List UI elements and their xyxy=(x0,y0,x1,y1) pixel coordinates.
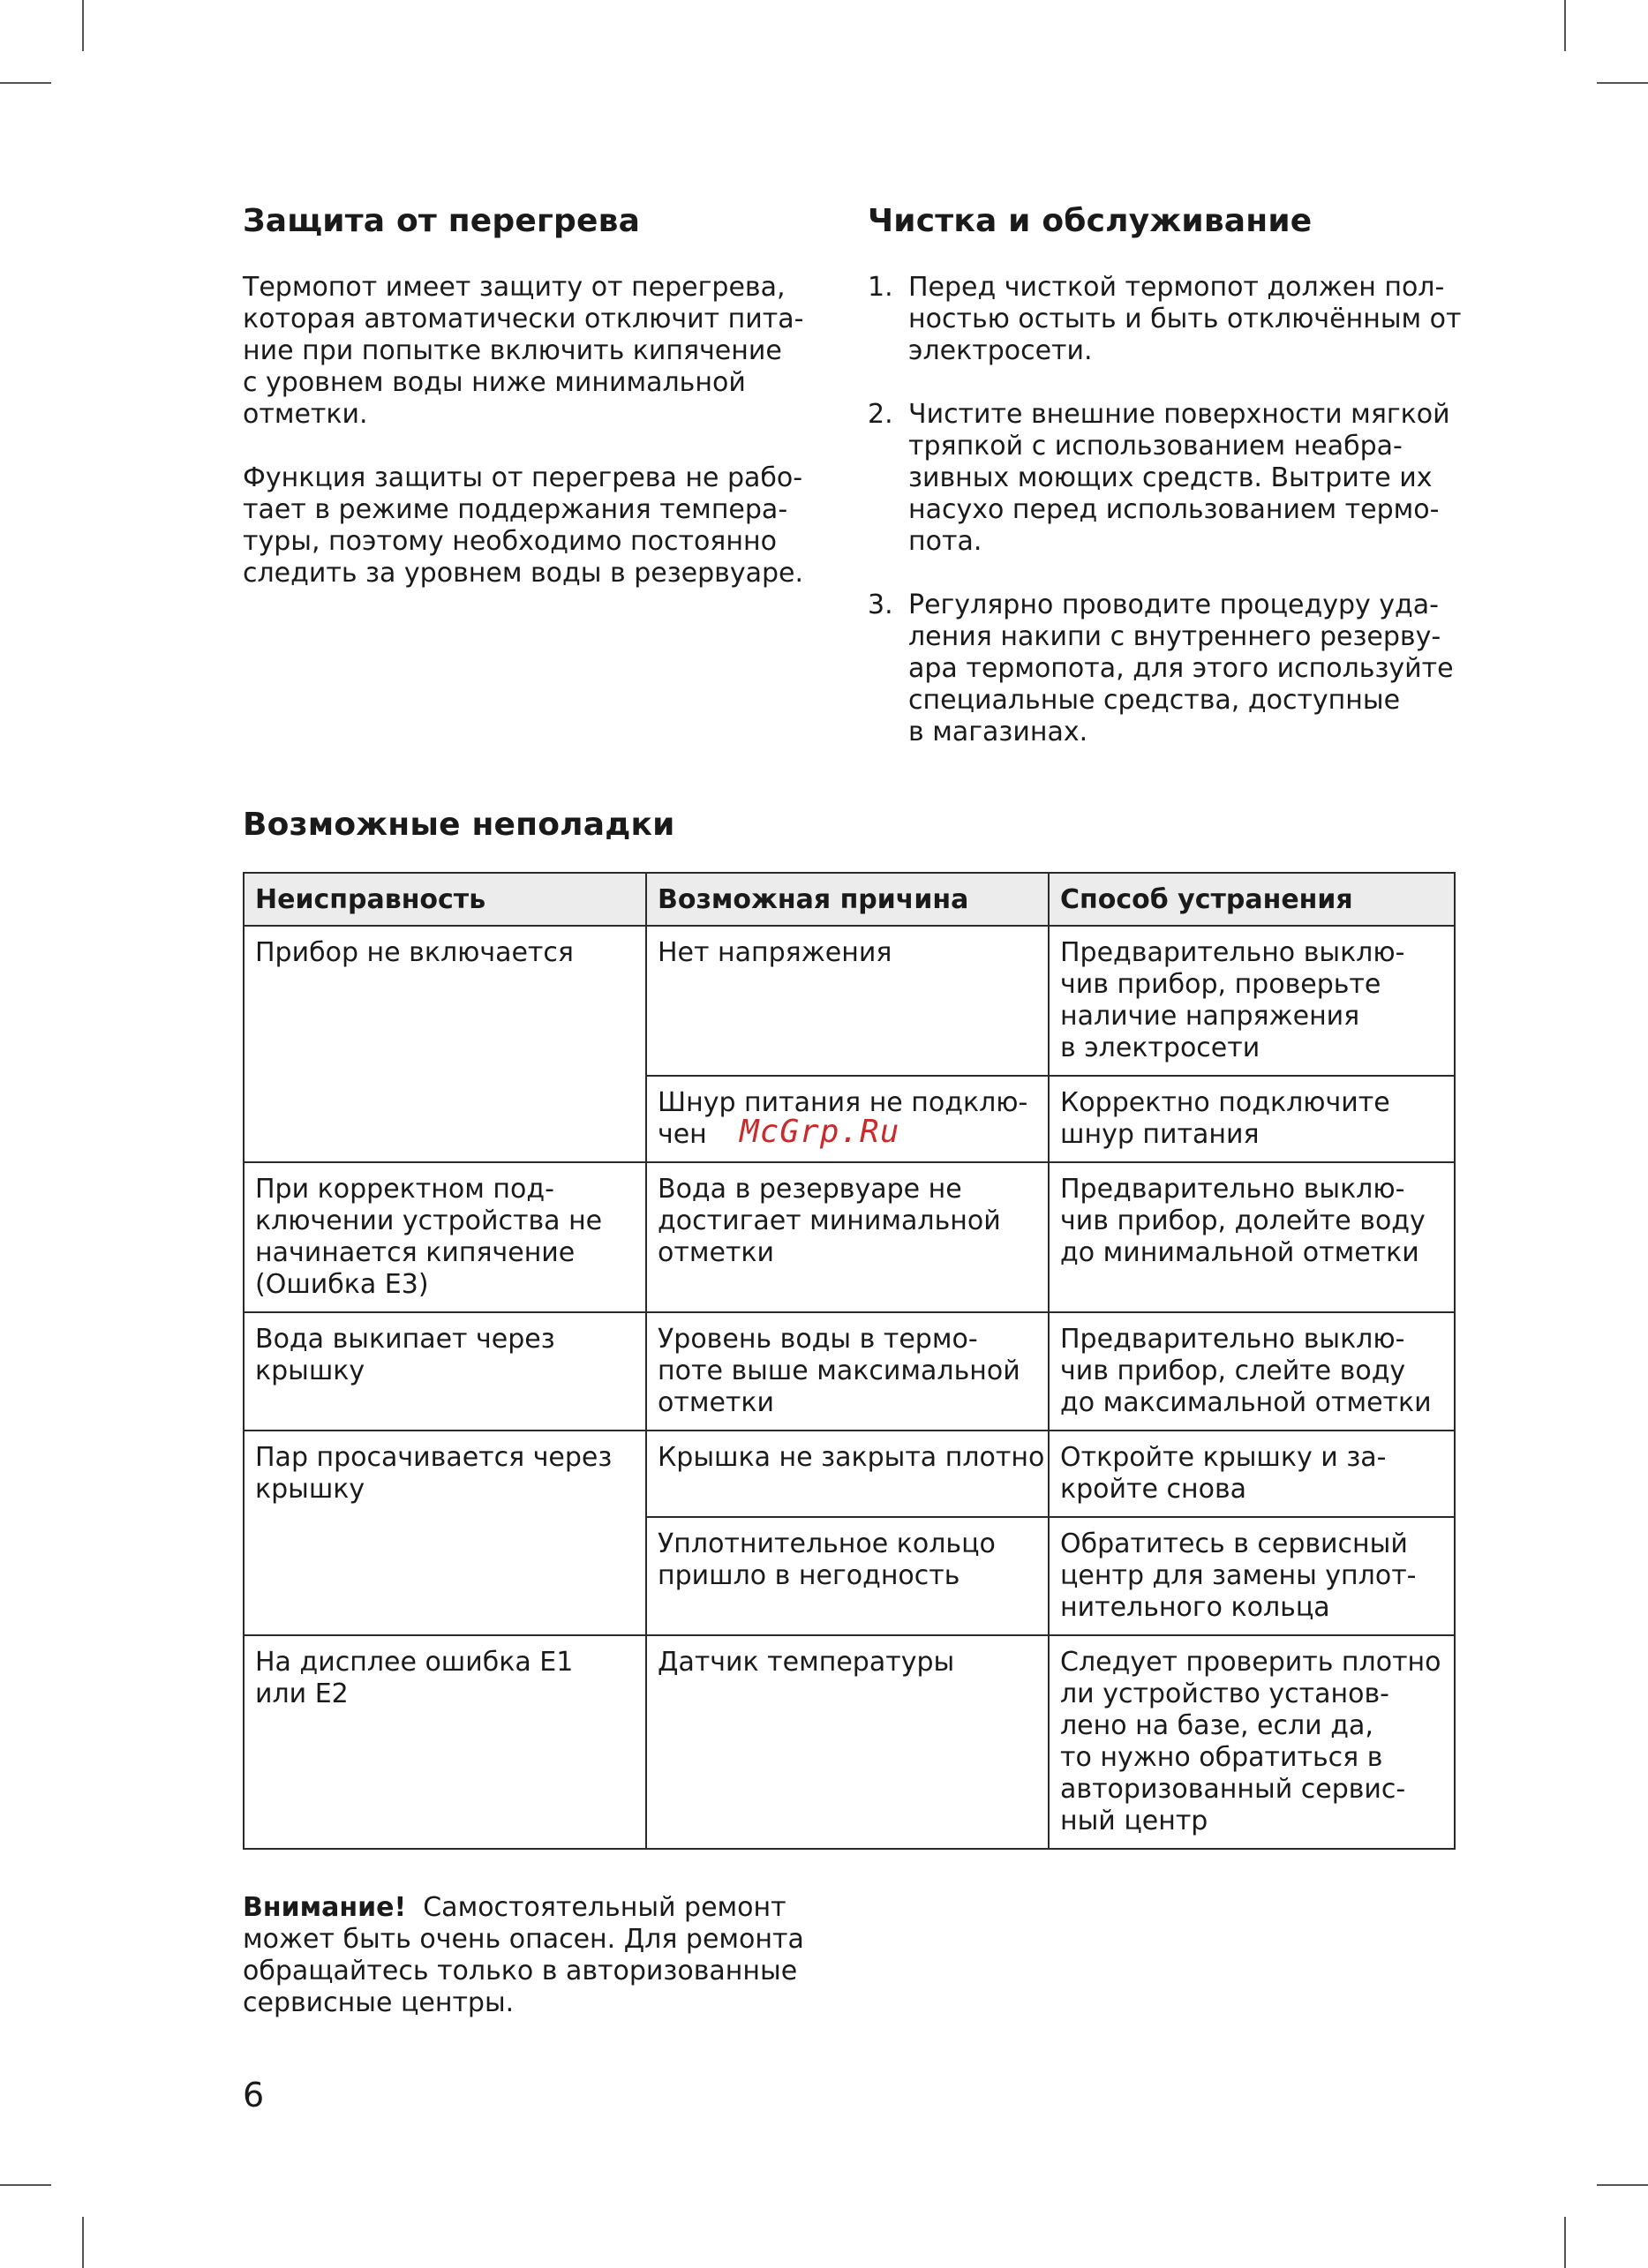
fix-cell xyxy=(1049,1635,1455,1849)
crop-mark xyxy=(82,0,84,51)
text-line: шнур питания xyxy=(1060,1119,1260,1150)
text-line: (Ошибка Е3) xyxy=(255,1269,429,1300)
text-line: наличие напряжения xyxy=(1060,1001,1360,1032)
text-line: чен xyxy=(658,1119,707,1150)
text-line: ления накипи с внутреннего резерву- xyxy=(908,621,1441,652)
watermark: McGrp.Ru xyxy=(740,1114,900,1150)
text-line: в магазинах. xyxy=(908,717,1088,747)
fault-cell xyxy=(244,926,646,1162)
text-line: Уплотнительное кольцо xyxy=(658,1528,996,1559)
fix-cell xyxy=(1049,926,1455,1076)
text-line: ара термопота, для этого используйте xyxy=(908,653,1454,684)
text-line: отметки. xyxy=(243,399,368,430)
table-header-row xyxy=(244,873,1455,926)
text-line: Функция защиты от перегрева не рабо- xyxy=(243,462,803,493)
text-line: отметки xyxy=(658,1387,775,1418)
fault-cell xyxy=(244,1635,646,1849)
table-row xyxy=(244,1162,1455,1312)
fault-cell xyxy=(244,1162,646,1312)
text-line: Пар просачивается через xyxy=(255,1442,613,1473)
cause-cell xyxy=(646,1162,1049,1312)
text-line: Датчик температуры xyxy=(658,1647,955,1678)
text-line: Вода выкипает через xyxy=(255,1324,555,1355)
list-number: 2. xyxy=(868,399,893,430)
cleaning-list xyxy=(868,272,1462,780)
text-line: Предварительно выклю- xyxy=(1060,937,1405,968)
cause-cell xyxy=(646,926,1049,1076)
text-line: На дисплее ошибка Е1 xyxy=(255,1647,574,1678)
text-line: поте выше максимальной xyxy=(658,1356,1020,1386)
text-line: электросети. xyxy=(908,335,1093,366)
text-line: авторизованный сервис- xyxy=(1060,1774,1406,1805)
crop-mark xyxy=(0,2184,51,2186)
text-line: зивных моющих средств. Вытрите их xyxy=(908,462,1433,493)
crop-mark xyxy=(1564,0,1566,51)
text-line: крышку xyxy=(255,1474,365,1505)
text-line: ностью остыть и быть отключённым от xyxy=(908,304,1462,334)
cause-cell xyxy=(646,1517,1049,1635)
text-line: Корректно подключите xyxy=(1060,1087,1390,1118)
text-line: тряпкой с использованием неабра- xyxy=(908,431,1403,462)
text-line: Обратитесь в сервисный xyxy=(1060,1528,1408,1559)
text-line: ли устройство установ- xyxy=(1060,1678,1389,1709)
text-line: центр для замены уплот- xyxy=(1060,1560,1417,1591)
text-line: специальные средства, доступные xyxy=(908,685,1401,716)
crop-mark xyxy=(1564,2217,1566,2268)
text-line: пота. xyxy=(908,526,982,557)
faults-title: Возможные неполадки xyxy=(243,807,675,843)
fault-cell xyxy=(244,1312,646,1431)
text-line: до минимальной отметки xyxy=(1060,1237,1419,1268)
text-line: Прибор не включается xyxy=(255,937,574,968)
text-line: Уровень воды в термо- xyxy=(658,1324,978,1355)
text-line: кройте снова xyxy=(1060,1474,1247,1505)
list-item xyxy=(868,399,1462,558)
text-line: следить за уровнем воды в резервуаре. xyxy=(243,558,804,589)
fix-cell xyxy=(1049,1312,1455,1431)
fix-cell xyxy=(1049,1162,1455,1312)
text-line: до максимальной отметки xyxy=(1060,1387,1432,1418)
text-line: начинается кипячение xyxy=(255,1237,576,1268)
text-line: с уровнем воды ниже минимальной xyxy=(243,367,746,398)
table-row xyxy=(244,1312,1455,1431)
text-line: Крышка не закрыта плотно xyxy=(658,1442,1045,1473)
crop-mark xyxy=(0,82,51,84)
table-row xyxy=(244,1431,1455,1517)
text-line: достигает минимальной xyxy=(658,1205,1001,1236)
text-line: чив прибор, слейте воду xyxy=(1060,1356,1406,1386)
text-line: чив прибор, долейте воду xyxy=(1060,1205,1426,1236)
text-line: или Е2 xyxy=(255,1678,349,1709)
text-line: ние при попытке включить кипячение xyxy=(243,335,782,366)
text-line: Перед чисткой термопот должен пол- xyxy=(908,272,1445,303)
text-line: Откройте крышку и за- xyxy=(1060,1442,1387,1473)
faults-table xyxy=(243,872,1456,1850)
text-line: При корректном под- xyxy=(255,1174,554,1205)
text-line: чив прибор, проверьте xyxy=(1060,969,1381,1000)
warning-note xyxy=(243,1892,804,2019)
text-line: Следует проверить плотно xyxy=(1060,1647,1441,1678)
text-line xyxy=(243,1892,804,1924)
fix-cell xyxy=(1049,1431,1455,1517)
text-line: то нужно обратиться в xyxy=(1060,1742,1383,1773)
crop-mark xyxy=(1597,82,1648,84)
text-line: ный центр xyxy=(1060,1806,1208,1836)
text-line: Предварительно выклю- xyxy=(1060,1174,1405,1205)
text-line: пришло в негодность xyxy=(658,1560,960,1591)
fix-cell xyxy=(1049,1517,1455,1635)
cause-cell xyxy=(646,1431,1049,1517)
text-line: в электросети xyxy=(1060,1033,1260,1063)
text-line: насухо перед использованием термо- xyxy=(908,494,1440,525)
text-line: обращайтесь только в авторизованные xyxy=(243,1956,798,1986)
cause-cell xyxy=(646,1635,1049,1849)
text-line: Предварительно выклю- xyxy=(1060,1324,1405,1355)
overheat-paragraph-1 xyxy=(243,272,803,431)
text-line: Термопот имеет защиту от перегрева, xyxy=(243,272,786,303)
text-line: Шнур питания не подклю- xyxy=(658,1087,1028,1118)
warning-label: Внимание! xyxy=(243,1892,407,1923)
list-item xyxy=(868,272,1462,367)
list-number: 1. xyxy=(868,272,893,303)
text-line: которая автоматически отключит пита- xyxy=(243,304,804,334)
text-line: тает в режиме поддержания темпера- xyxy=(243,494,788,525)
list-number: 3. xyxy=(868,590,893,620)
text-line: туры, поэтому необходимо постоянно xyxy=(243,526,777,557)
column-header-fix: Способ устранения xyxy=(1049,873,1455,926)
list-item xyxy=(868,590,1462,748)
crop-mark xyxy=(82,2217,84,2268)
warning-text: Самостоятельный ремонт xyxy=(423,1892,786,1923)
column-header-cause: Возможная причина xyxy=(646,873,1049,926)
text-line: Вода в резервуаре не xyxy=(658,1174,962,1205)
text-line: Чистите внешние поверхности мягкой xyxy=(908,399,1450,430)
table-row xyxy=(244,926,1455,1076)
fault-cell xyxy=(244,1431,646,1635)
overheat-title: Защита от перегрева xyxy=(243,203,641,239)
text-line: Нет напряжения xyxy=(658,937,892,968)
text-line: крышку xyxy=(255,1356,365,1386)
crop-mark xyxy=(1597,2184,1648,2186)
text-line: Регулярно проводите процедуру уда- xyxy=(908,590,1440,620)
text-line: сервисные центры. xyxy=(243,1987,515,2018)
page-number: 6 xyxy=(243,2076,265,2114)
cleaning-title: Чистка и обслуживание xyxy=(868,203,1313,239)
fix-cell xyxy=(1049,1076,1455,1162)
column-header-fault: Неисправность xyxy=(244,873,646,926)
table-row xyxy=(244,1635,1455,1849)
overheat-paragraph-2 xyxy=(243,462,803,590)
text-line: отметки xyxy=(658,1237,775,1268)
text-line: нительного кольца xyxy=(1060,1592,1330,1623)
text-line: может быть очень опасен. Для ремонта xyxy=(243,1924,804,1955)
cause-cell xyxy=(646,1312,1049,1431)
text-line: ключении устройства не xyxy=(255,1205,603,1236)
text-line: лено на базе, если да, xyxy=(1060,1710,1373,1741)
